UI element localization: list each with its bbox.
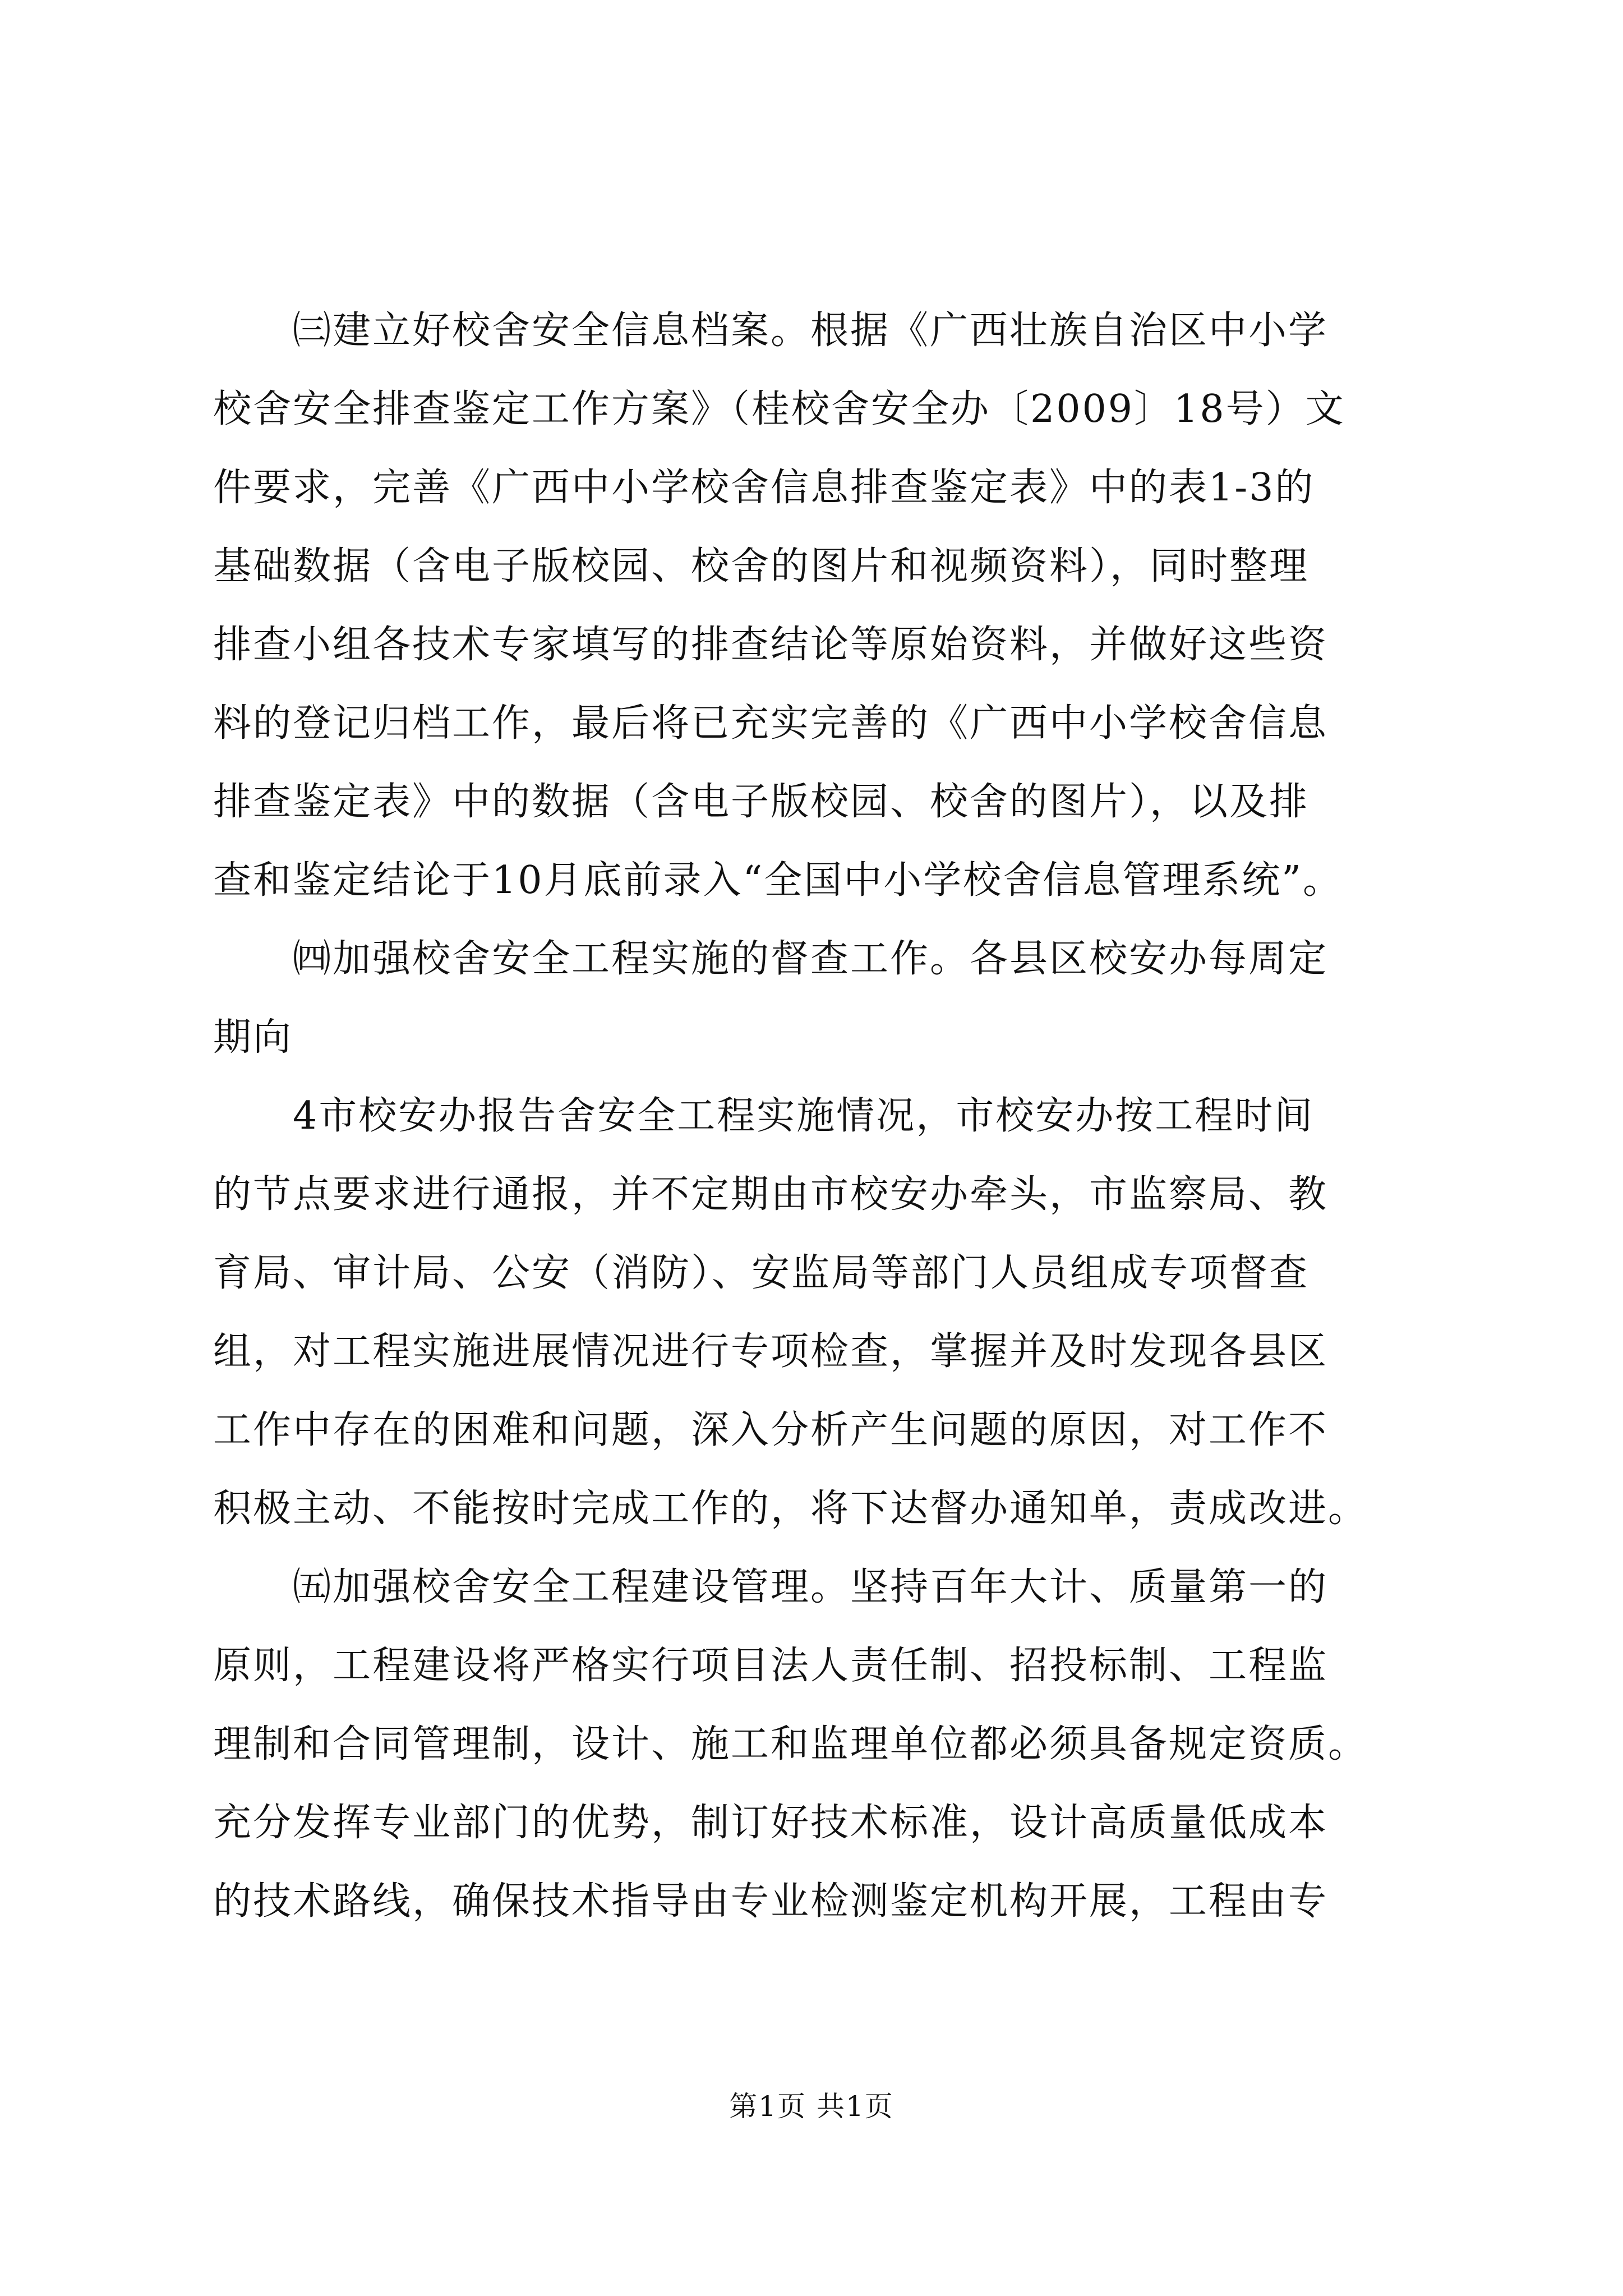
- text-line: 排查小组各技术专家填写的排查结论等原始资料，并做好这些资: [213, 623, 1329, 667]
- text-line: ㈢建立好校舍安全信息档案。根据《广西壮族自治区中小学: [213, 309, 1329, 353]
- text-line: 排查鉴定表》中的数据（含电子版校园、校舍的图片），以及排: [213, 780, 1310, 824]
- text-line: 积极主动、不能按时完成工作的，将下达督办通知单，责成改进。: [213, 1487, 1368, 1531]
- text-line: 查和鉴定结论于10月底前录入“全国中小学校舍信息管理系统”。: [213, 858, 1343, 903]
- text-line: 料的登记归档工作，最后将已充实完善的《广西中小学校舍信息: [213, 701, 1329, 746]
- text-line: ㈣加强校舍安全工程实施的督查工作。各县区校安办每周定: [213, 937, 1329, 981]
- text-line: 原则，工程建设将严格实行项目法人责任制、招投标制、工程监: [213, 1644, 1329, 1688]
- text-line: 的节点要求进行通报，并不定期由市校安办牵头，市监察局、教: [213, 1172, 1329, 1217]
- text-line: 育局、审计局、公安（消防）、安监局等部门人员组成专项督查: [213, 1251, 1310, 1295]
- text-line: 充分发挥专业部门的优势，制订好技术标准，设计高质量低成本: [213, 1801, 1329, 1845]
- page-footer: 第1页 共1页: [729, 2090, 894, 2123]
- text-line: 的技术路线，确保技术指导由专业检测鉴定机构开展，工程由专: [213, 1879, 1329, 1924]
- text-line: 期向: [213, 1015, 293, 1060]
- text-line: 校舍安全排查鉴定工作方案》（桂校舍安全办〔2009〕18号）文: [213, 387, 1345, 431]
- text-line: 组，对工程实施进展情况进行专项检查，掌握并及时发现各县区: [213, 1329, 1329, 1374]
- text-line: 理制和合同管理制，设计、施工和监理单位都必须具备规定资质。: [213, 1722, 1368, 1766]
- text-line: 基础数据（含电子版校园、校舍的图片和视频资料），同时整理: [213, 544, 1310, 588]
- text-line: ㈤加强校舍安全工程建设管理。坚持百年大计、质量第一的: [213, 1565, 1329, 1609]
- text-line: 工作中存在的困难和问题，深入分析产生问题的原因，对工作不: [213, 1408, 1329, 1452]
- text-line: 4市校安办报告舍安全工程实施情况，市校安办按工程时间: [213, 1094, 1315, 1138]
- text-line: 件要求，完善《广西中小学校舍信息排查鉴定表》中的表1-3的: [213, 466, 1315, 510]
